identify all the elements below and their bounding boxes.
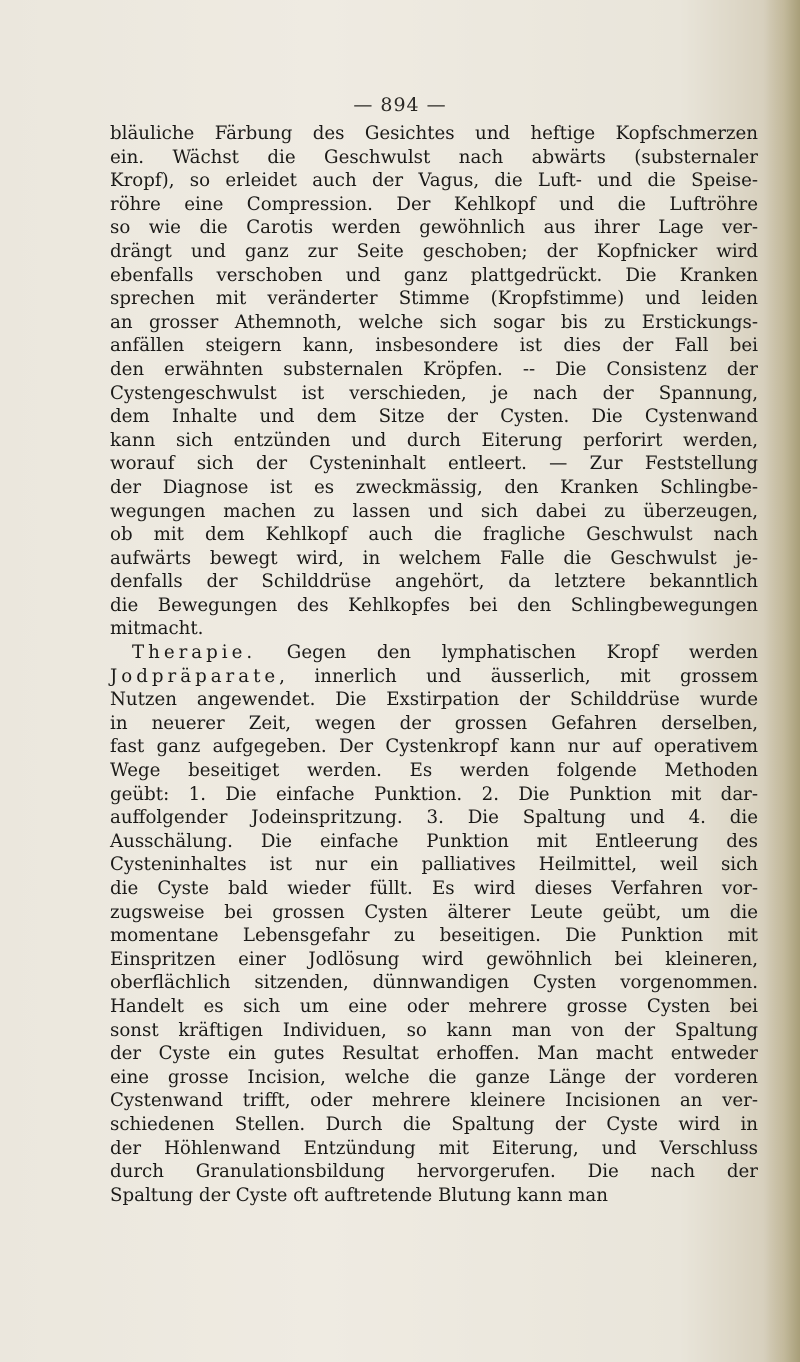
text-line: sonst kräftigen Individuen, so kann man von der Spaltung [110, 1019, 758, 1041]
text-line: schiedenen Stellen. Durch die Spaltung der Cyste wird in [110, 1113, 758, 1135]
text-line: an grosser Athemnoth, welche sich sogar bis zu Erstickungs- [110, 311, 758, 333]
text-line: Cystenwand trifft, oder mehrere kleinere Incisionen an ver- [110, 1090, 758, 1112]
text-line: drängt und ganz zur Seite geschoben; der Kopfnicker wird [110, 240, 758, 262]
text-line: die Bewegungen des Kehlkopfes bei den Schlingbewegungen [110, 594, 758, 616]
text-line: Ausschälung. Die einfache Punktion mit Entleerung des [110, 830, 758, 852]
text-line: Kropf), so erleidet auch der Vagus, die Luft- und die Speise- [110, 170, 758, 192]
text-line: aufwärts bewegt wird, in welchem Falle die Geschwulst je- [110, 547, 758, 569]
term-jodpraeparate: Jodpräparate [110, 665, 280, 687]
page-edge-shadow [764, 0, 800, 1362]
text-line: bläuliche Färbung des Gesichtes und heftige Kopfschmerzen [110, 123, 758, 144]
text-line: sprechen mit veränderter Stimme (Kropfstimme) und leiden [110, 288, 758, 310]
text-line: auffolgender Jodeinspritzung. 3. Die Spaltung und 4. die [110, 807, 758, 829]
text-line: zugsweise bei grossen Cysten älterer Leute geübt, um die [110, 901, 758, 923]
text-line: Cystengeschwulst ist verschieden, je nach der Spannung, [110, 382, 758, 404]
text-line: Einspritzen einer Jodlösung wird gewöhnlich bei kleineren, [110, 948, 758, 970]
text-line: anfällen steigern kann, insbesondere ist dies der Fall bei [110, 335, 758, 357]
text-line: momentane Lebensgefahr zu beseitigen. Die Punktion mit [110, 925, 758, 947]
text-line: röhre eine Compression. Der Kehlkopf und die Luftröhre [110, 193, 758, 215]
text-line: Cysteninhaltes ist nur ein palliatives Heilmittel, weil sich [110, 854, 758, 876]
body-text [110, 122, 758, 1207]
page-number: — 894 — [353, 94, 447, 116]
heading-therapie: Therapie. [132, 642, 257, 664]
text-line: Nutzen angewendet. Die Exstirpation der Schilddrüse wurde [110, 689, 758, 711]
text-line: durch Granulationsbildung hervorgerufen. Die nach der [110, 1161, 758, 1183]
text-line: mitmacht. [110, 618, 204, 640]
text-line: die Cyste bald wieder füllt. Es wird dieses Verfahren vor- [110, 878, 758, 899]
text-line-jodpraeparate [110, 665, 758, 689]
text-line: eine grosse Incision, welche die ganze Länge der vorderen [110, 1066, 758, 1088]
text-line: Wege beseitiget werden. Es werden folgende Methoden [110, 760, 758, 782]
text-line: ein. Wächst die Geschwulst nach abwärts (substernaler [110, 146, 758, 168]
text-line: in neuerer Zeit, wegen der grossen Gefahren derselben, [110, 712, 758, 734]
text-line: den erwähnten substernalen Kröpfen. -- Die Consistenz der [110, 358, 758, 380]
text-line: kann sich entzünden und durch Eiterung perforirt werden, [110, 429, 758, 451]
text-fragment: Gegen den lymphatischen Kropf werden [286, 642, 758, 664]
text-line: oberflächlich sitzenden, dünnwandigen Cysten vorgenommen. [110, 972, 758, 994]
text-line: der Cyste ein gutes Resultat erhoffen. Man macht entweder [110, 1043, 758, 1065]
text-line: dem Inhalte und dem Sitze der Cysten. Die Cystenwand [110, 406, 758, 428]
text-line: so wie die Carotis werden gewöhnlich aus ihrer Lage ver- [110, 217, 758, 239]
text-line: ob mit dem Kehlkopf auch die fragliche Geschwulst nach [110, 524, 758, 546]
text-line-therapie [110, 641, 758, 665]
text-line: worauf sich der Cysteninhalt entleert. — Zur Feststellung [110, 453, 758, 475]
text-fragment: , innerlich und äusserlich, mit grossem [279, 665, 758, 687]
text-line: geübt: 1. Die einfache Punktion. 2. Die Punktion mit dar- [110, 783, 758, 805]
text-line: wegungen machen zu lassen und sich dabei zu überzeugen, [110, 500, 758, 522]
text-line: der Höhlenwand Entzündung mit Eiterung, und Verschluss [110, 1137, 758, 1159]
text-line: der Diagnose ist es zweckmässig, den Kranken Schlingbe- [110, 476, 758, 498]
text-line: ebenfalls verschoben und ganz plattgedrückt. Die Kranken [110, 264, 758, 286]
text-line: denfalls der Schilddrüse angehört, da letztere bekanntlich [110, 571, 758, 593]
text-line: Handelt es sich um eine oder mehrere grosse Cysten bei [110, 995, 758, 1017]
text-line: Spaltung der Cyste oft auftretende Blutung kann man [110, 1184, 608, 1206]
text-line: fast ganz aufgegeben. Der Cystenkropf kann nur auf operativem [110, 736, 758, 758]
